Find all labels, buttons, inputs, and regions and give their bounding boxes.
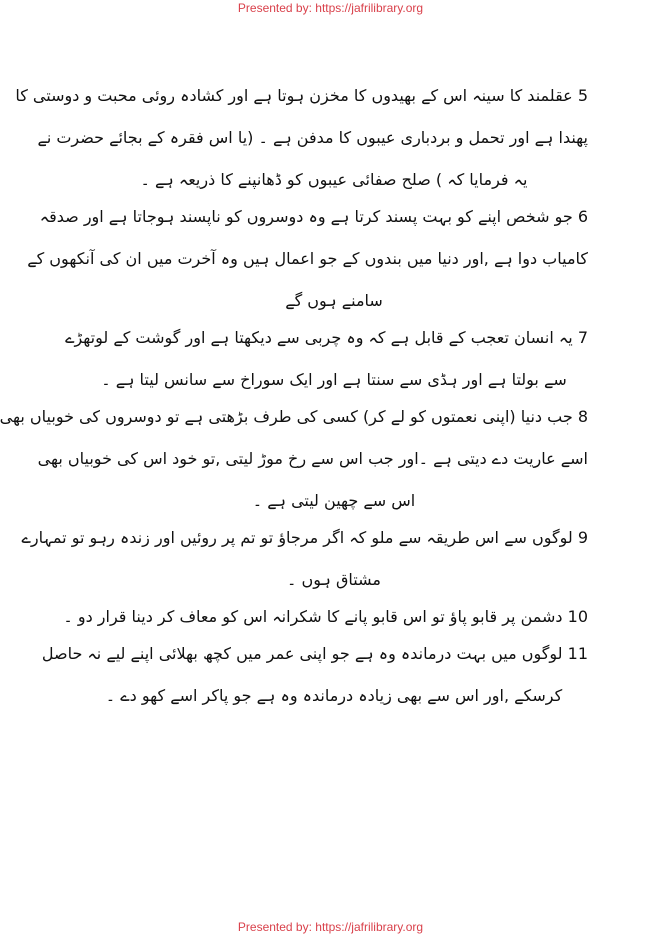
- text-line: 6 جو شخص اپنے کو بہت پسند کرتا ہے وہ دوسروں کو ناپسند ہوجاتا ہے اور صدقہ: [39, 207, 588, 226]
- paragraph-6: [27, 207, 588, 311]
- text-line: 8 جب دنیا (اپنی نعمتوں کو لے کر) کسی کی طرف بڑھتی ہے تو دوسروں کی خوبیاں بھی: [0, 407, 588, 426]
- text-line: 9 لوگوں سے اس طریقہ سے ملو کہ اگر مرجاؤ تو تم پر روئیں اور زندہ رہو تو تمہارے: [21, 528, 588, 547]
- text-line: پھندا ہے اور تحمل و بردباری عیبوں کا مدفن ہے ۔ (یا اس فقرہ کے بجائے حضرت نے: [37, 128, 588, 147]
- watermark-bottom: Presented by: https://jafrilibrary.org: [237, 920, 424, 934]
- document-body: [0, 86, 588, 723]
- paragraph-9: [21, 528, 588, 590]
- paragraph-5: [15, 86, 588, 190]
- paragraph-7: [65, 328, 588, 390]
- text-line: سامنے ہوں گے: [285, 291, 383, 310]
- text-line: 11 لوگوں میں بہت درماندہ وہ ہے جو اپنی عمر میں کچھ بھلائی اپنے لیے نہ حاصل: [41, 644, 588, 663]
- text-line: کرسکے ,اور اس سے بھی زیادہ درماندہ وہ ہے جو پاکر اسے کھو دے ۔: [105, 686, 563, 705]
- text-line: یہ فرمایا کہ ) صلح صفائی عیبوں کو ڈھانپنے کا ذریعہ ہے ۔: [140, 170, 528, 189]
- text-line: اسے عاریت دے دیتی ہے ۔اور جب اس سے رخ موڑ لیتی ,تو خود اس کی خوبیاں بھی: [37, 449, 588, 468]
- text-line: کامیاب دوا ہے ,اور دنیا میں بندوں کے جو اعمال ہیں وہ آخرت میں ان کی آنکھوں کے: [27, 249, 588, 268]
- paragraph-8: [0, 407, 588, 511]
- text-line: 5 عقلمند کا سینہ اس کے بھیدوں کا مخزن ہوتا ہے اور کشادہ روئی محبت و دوستی کا: [15, 86, 588, 105]
- text-line: اس سے چھین لیتی ہے ۔: [252, 491, 416, 510]
- paragraph-10: [63, 607, 588, 627]
- text-line: سے بولتا ہے اور ہڈی سے سنتا ہے اور ایک سوراخ سے سانس لیتا ہے ۔: [101, 370, 567, 389]
- text-line: 7 یہ انسان تعجب کے قابل ہے کہ وہ چربی سے دیکھتا ہے اور گوشت کے لوتھڑے: [65, 328, 588, 347]
- text-line: 10 دشمن پر قابو پاؤ تو اس قابو پانے کا شکرانہ اس کو معاف کر دینا قرار دو ۔: [63, 607, 588, 626]
- paragraph-11: [41, 644, 588, 706]
- watermark-top: Presented by: https://jafrilibrary.org: [237, 1, 424, 15]
- text-line: مشتاق ہوں ۔: [287, 570, 381, 589]
